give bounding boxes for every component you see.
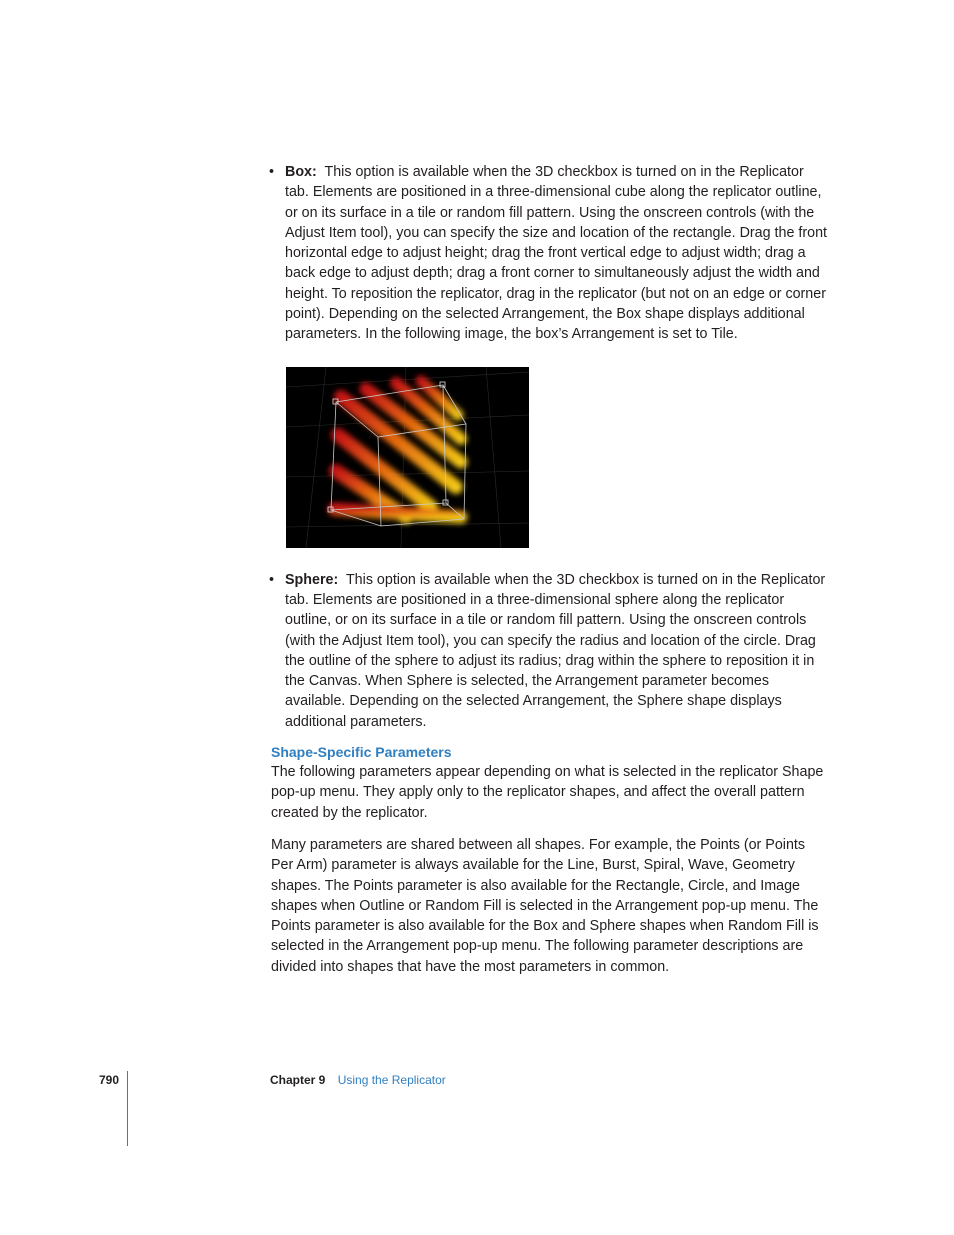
replicator-box-image [286,367,529,548]
footer-chapter [270,1073,446,1087]
section-heading: Shape-Specific Parameters [271,744,452,761]
bullet-sphere [271,570,827,732]
bullet-term: Box: [285,164,317,180]
bullet-dot: • [269,571,275,588]
bullet-dot: • [269,164,275,180]
page-content [271,162,827,989]
paragraph: The following parameters appear depending on what is selected in the replicator Shape pop-up menu. They apply only to the replicator shapes, and affect the overall pattern created by the replicator. [271,764,824,821]
page-number: 790 [99,1073,120,1087]
chapter-title: Using the Replicator [337,1073,446,1087]
bullet-box [271,162,827,345]
paragraph: Many parameters are shared between all shapes. For example, the Points (or Points Per Arm) parameter is always available for the Line, Burst, Spiral, Wave, Geometry shapes. The Points parameter is also available for the Rectangle, Circle, and Image shapes when Outline or Random Fill is selected in the Arrangement pop-up menu. The Points parameter is also available for the Box and Sphere shapes when Random Fill is selected in the Arrangement pop-up menu. The following parameter descriptions are divided into shapes that have the most parameters in common. [271,836,819,975]
bullet-text: This option is available when the 3D checkbox is turned on in the Replicator tab. Elements are positioned in a three-dimensional sphere along the replicator outline, or on its surface in a tile or random fill pattern. Using the onscreen controls (with the Adjust Item tool), you can specify the radius and location of the circle. Drag the outline of the sphere to adjust its radius; drag within the sphere to reposition it in the Canvas. When Sphere is selected, the Arrangement parameter becomes available. Depending on the selected Arrangement, the Sphere shape displays additional parameters. [285,571,826,730]
chapter-label: Chapter 9 [270,1073,326,1087]
bullet-term: Sphere: [285,571,339,588]
footer-rule [127,1071,128,1146]
bullet-text: This option is available when the 3D checkbox is turned on in the Replicator tab. Elements are positioned in a three-dimensional cube along the replicator outline, or on its surface in a tile or random fill pattern. Using the onscreen controls (with the Adjust Item tool), you can specify the size and location of the rectangle. Drag the front horizontal edge to adjust height; drag the front vertical edge to adjust width; drag a back edge to adjust depth; drag a front corner to simultaneously adjust the width and height. To reposition the replicator, drag in the replicator (but not on an edge or corner point). Depending on the selected Arrangement, the Box shape displays additional parameters. In the following image, the box’s Arrangement is set to Tile. [285,164,827,343]
